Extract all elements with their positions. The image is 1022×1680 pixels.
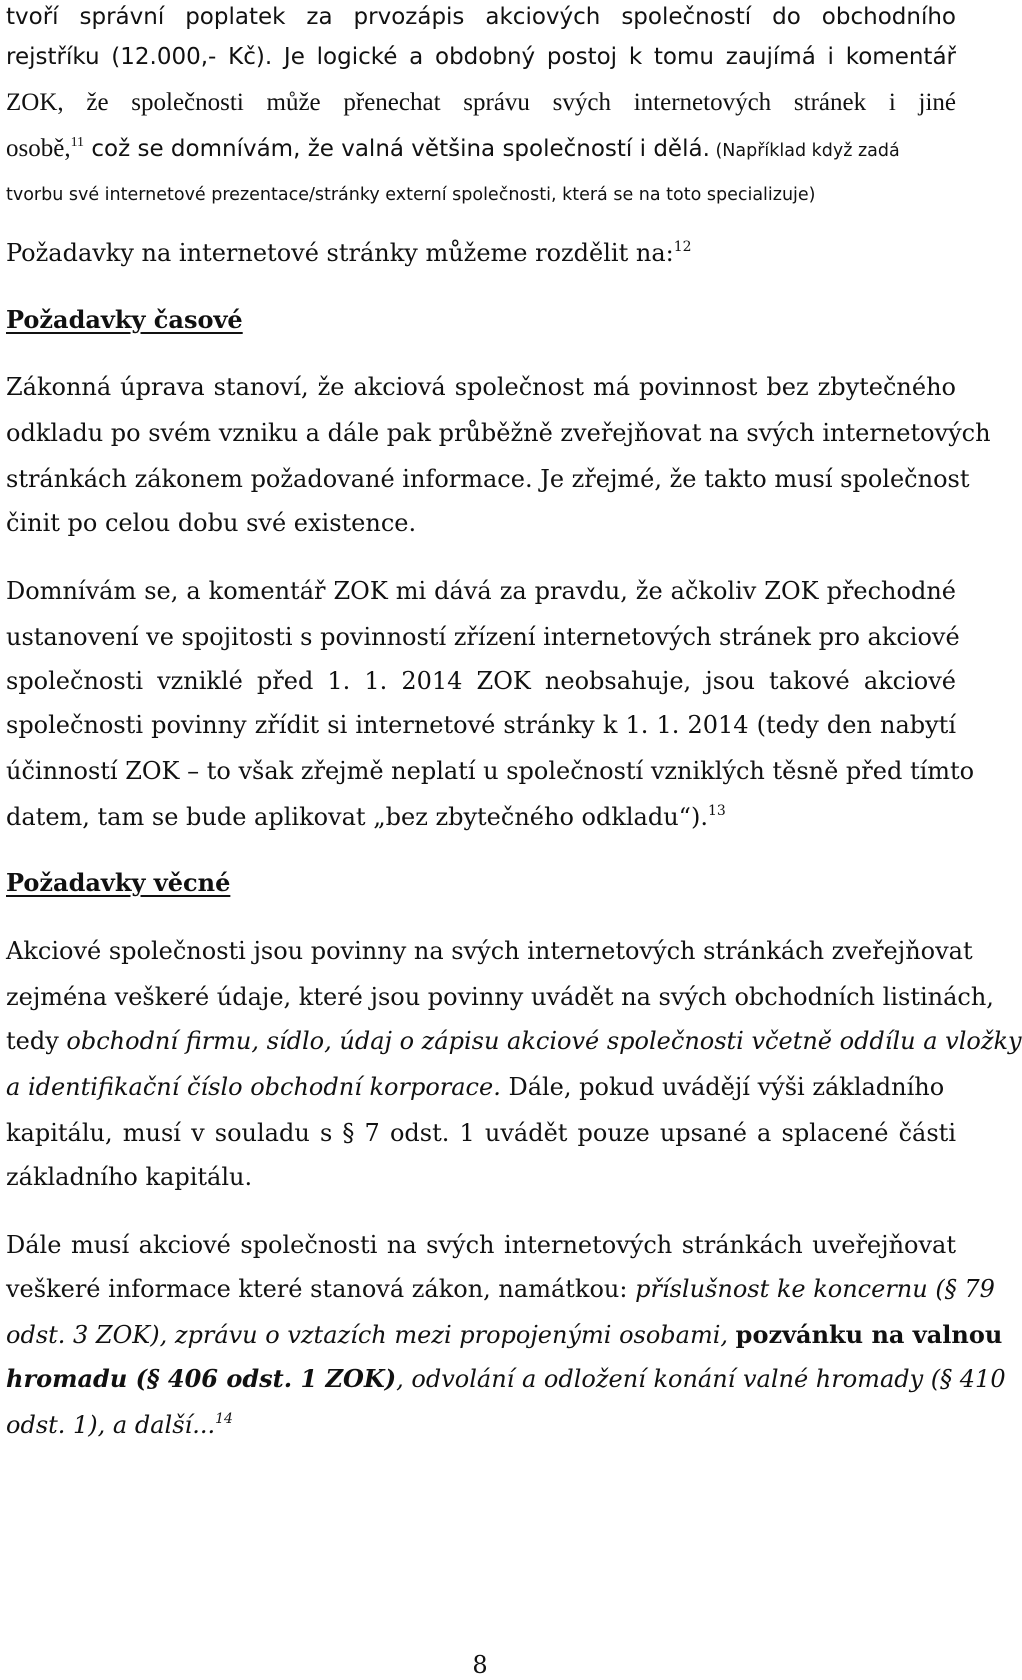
text-line: stránkách zákonem požadované informace. Je zřejmé, že takto musí společnost <box>6 465 970 493</box>
text-fragment-italic: a identifikační číslo obchodní korporace. <box>6 1073 501 1101</box>
text-line: Zákonná úprava stanoví, že akciová společnost má povinnost bez zbytečného <box>6 373 956 401</box>
footnote-ref: 13 <box>707 803 726 819</box>
text-line <box>6 1410 956 1440</box>
text-fragment-italic: obchodní firmu, sídlo, údaj o zápisu akciové společnosti včetně oddílu a vložky <box>66 1027 1022 1055</box>
text-fragment-bold-italic: hromadu (§ 406 odst. 1 ZOK) <box>6 1364 397 1393</box>
text-line: tvorbu své internetové prezentace/stránky externí společnosti, která se na toto specializuje) <box>6 185 816 205</box>
text-line <box>6 1274 995 1304</box>
text-line <box>6 1026 1022 1056</box>
text-line: odkladu po svém vzniku a dále pak průběžně zveřejňovat na svých internetových <box>6 419 991 447</box>
text-fragment-italic: odst. 1), a další... <box>6 1411 216 1439</box>
text-fragment: Dále, pokud uvádějí výši základního <box>500 1073 945 1101</box>
footnote-ref: 14 <box>215 1411 233 1427</box>
text-line: Domnívám se, a komentář ZOK mi dává za pravdu, že ačkoliv ZOK přechodné <box>6 577 956 605</box>
text-line: Akciové společnosti jsou povinny na svých internetových stránkách zveřejňovat <box>6 937 973 965</box>
text-line: ZOK, že společnosti může přenechat správu svých internetových stránek i jiné <box>6 89 956 116</box>
text-line: Dále musí akciové společnosti na svých internetových stránkách uveřejňovat <box>6 1231 956 1259</box>
text-line: činit po celou dobu své existence. <box>6 509 417 537</box>
text-line: tvoří správní poplatek za prvozápis akciových společností do obchodního <box>6 4 956 30</box>
text-line: společnosti povinny zřídit si internetové stránky k 1. 1. 2014 (tedy den nabytí <box>6 711 956 739</box>
text-fragment: veškeré informace které stanová zákon, namátkou: <box>6 1275 636 1303</box>
footnote-ref: 12 <box>673 239 692 255</box>
text-fragment-italic: , odvolání a odložení konání valné hromady (§ 410 <box>396 1365 1006 1393</box>
text-fragment: osobě, <box>6 135 71 162</box>
text-line <box>6 134 956 166</box>
text-line: účinností ZOK – to však zřejmě neplatí u společností vzniklých těsně před tímto <box>6 757 975 785</box>
text-line: ustanovení ve spojitosti s povinností zřízení internetových stránek pro akciové <box>6 623 960 651</box>
text-line <box>6 1364 1006 1394</box>
text-fragment: Požadavky na internetové stránky můžeme rozdělit na: <box>6 239 674 267</box>
section-heading: Požadavky časové <box>6 305 243 334</box>
text-line: rejstříku (12.000,- Kč). Je logické a obdobný postoj k tomu zaujímá i komentář <box>6 44 956 70</box>
section-heading: Požadavky věcné <box>6 868 231 897</box>
text-line <box>6 802 956 832</box>
text-fragment: tedy <box>6 1027 67 1055</box>
text-fragment: datem, tam se bude aplikovat „bez zbytečného odkladu“). <box>6 803 708 831</box>
text-line: zejména veškeré údaje, které jsou povinny uvádět na svých obchodních listinách, <box>6 983 994 1011</box>
footnote-ref: 11 <box>70 135 85 150</box>
text-fragment: (Například když zadá <box>709 141 900 161</box>
text-line <box>6 238 956 268</box>
text-fragment-italic: odst. 3 ZOK), zprávu o vztazích mezi propojenými osobami, <box>6 1321 736 1349</box>
text-line <box>6 1072 956 1102</box>
text-line <box>6 1320 1003 1350</box>
text-line: základního kapitálu. <box>6 1163 253 1191</box>
text-fragment-bold: pozvánku na valnou <box>735 1320 1003 1349</box>
text-line: společnosti vzniklé před 1. 1. 2014 ZOK neobsahuje, jsou takové akciové <box>6 667 956 695</box>
text-line: kapitálu, musí v souladu s § 7 odst. 1 uvádět pouze upsané a splacené části <box>6 1119 956 1147</box>
page-number: 8 <box>472 1651 488 1679</box>
text-fragment: což se domnívám, že valná většina společností i dělá. <box>84 136 710 162</box>
text-fragment-italic: příslušnost ke koncernu (§ 79 <box>635 1275 995 1303</box>
